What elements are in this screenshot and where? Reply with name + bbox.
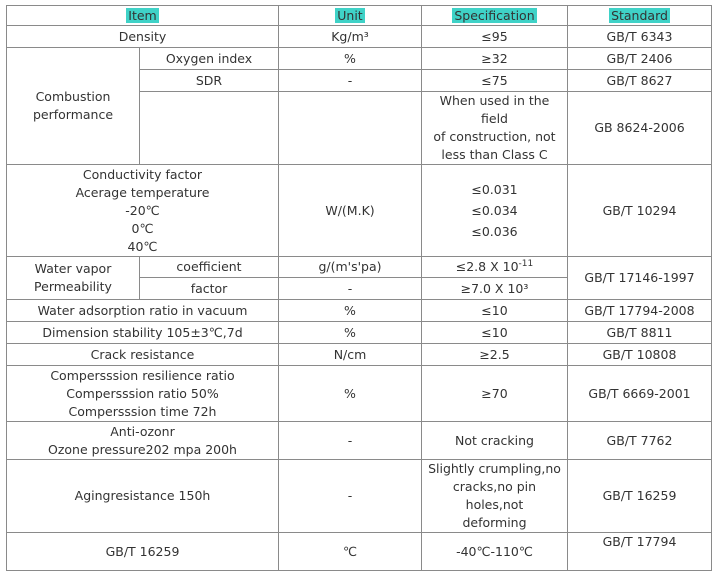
field-class-spec: When used in the field of construction, not less than Class C [422, 92, 568, 165]
vapor-factor-unit: - [279, 278, 422, 300]
crack-standard: GB/T 10808 [568, 344, 712, 366]
aging-item: Agingresistance 150h [7, 460, 279, 533]
oxygen-index-standard: GB/T 2406 [568, 48, 712, 70]
table-row-crack-resistance [7, 344, 712, 366]
field-class-standard: GB 8624-2006 [568, 92, 712, 165]
water-adsorption-item: Water adsorption ratio in vacuum [7, 300, 279, 322]
density-item: Density [7, 26, 279, 48]
table-row-ozone [7, 422, 712, 460]
table-row-density [7, 26, 712, 48]
field-class-unit [279, 92, 422, 165]
header-unit: Unit [337, 7, 363, 23]
header-spec-cell [422, 6, 568, 26]
combustion-label: Combustion performance [7, 48, 140, 165]
oxygen-index-spec: ≥32 [422, 48, 568, 70]
density-spec: ≤95 [422, 26, 568, 48]
conductivity-standard: GB/T 10294 [568, 165, 712, 257]
ozone-item: Anti-ozonr Ozone pressure202 mpa 200h [7, 422, 279, 460]
vapor-factor-spec: ≥7.0 X 10³ [422, 278, 568, 300]
table-row-aging [7, 460, 712, 533]
vapor-coefficient-spec [422, 257, 568, 278]
header-standard: Standard [611, 7, 668, 23]
header-item: Item [128, 7, 157, 23]
header-row [7, 6, 712, 26]
water-adsorption-spec: ≤10 [422, 300, 568, 322]
crack-item: Crack resistance [7, 344, 279, 366]
density-standard: GB/T 6343 [568, 26, 712, 48]
oxygen-index-unit: % [279, 48, 422, 70]
table-row-dimension-stability [7, 322, 712, 344]
water-adsorption-standard: GB/T 17794-2008 [568, 300, 712, 322]
ozone-standard: GB/T 7762 [568, 422, 712, 460]
table-row-temperature [7, 533, 712, 571]
temperature-unit: ℃ [279, 533, 422, 571]
table-row-compression [7, 366, 712, 422]
header-standard-cell [568, 6, 712, 26]
oxygen-index-sub: Oxygen index [140, 48, 279, 70]
spec-table-container [6, 5, 712, 571]
conductivity-unit: W/(M.K) [279, 165, 422, 257]
aging-spec: Slightly crumpling,no cracks,no pin holes,not deforming [422, 460, 568, 533]
crack-unit: N/cm [279, 344, 422, 366]
compression-unit: % [279, 366, 422, 422]
header-unit-cell [279, 6, 422, 26]
vapor-coefficient-spec-exponent: -11 [518, 259, 534, 269]
field-class-sub [140, 92, 279, 165]
specification-table [6, 5, 712, 571]
compression-spec: ≥70 [422, 366, 568, 422]
ozone-unit: - [279, 422, 422, 460]
sdr-standard: GB/T 8627 [568, 70, 712, 92]
header-item-cell [7, 6, 279, 26]
ozone-spec: Not cracking [422, 422, 568, 460]
dimension-unit: % [279, 322, 422, 344]
table-row-vapor-coefficient [7, 257, 712, 278]
compression-item: Compersssion resilience ratio Compersssion ratio 50% Compersssion time 72h [7, 366, 279, 422]
conductivity-item: Conductivity factor Acerage temperature -20℃ 0℃ 40℃ [7, 165, 279, 257]
sdr-spec: ≤75 [422, 70, 568, 92]
sdr-sub: SDR [140, 70, 279, 92]
sdr-unit: - [279, 70, 422, 92]
table-row-conductivity [7, 165, 712, 257]
vapor-coefficient-spec-base: ≤2.8 X 10 [455, 259, 519, 274]
water-vapor-standard: GB/T 17146-1997 [568, 257, 712, 300]
temperature-standard: GB/T 17794 [568, 533, 712, 571]
density-unit: Kg/m³ [279, 26, 422, 48]
temperature-item: GB/T 16259 [7, 533, 279, 571]
water-adsorption-unit: % [279, 300, 422, 322]
aging-unit: - [279, 460, 422, 533]
table-row-oxygen-index [7, 48, 712, 70]
temperature-spec: -40℃-110℃ [422, 533, 568, 571]
table-row-water-adsorption [7, 300, 712, 322]
dimension-spec: ≤10 [422, 322, 568, 344]
water-vapor-label: Water vapor Permeability [7, 257, 140, 300]
vapor-coefficient-sub: coefficient [140, 257, 279, 278]
dimension-item: Dimension stability 105±3℃,7d [7, 322, 279, 344]
header-specification: Specification [454, 7, 535, 23]
compression-standard: GB/T 6669-2001 [568, 366, 712, 422]
aging-standard: GB/T 16259 [568, 460, 712, 533]
vapor-factor-sub: factor [140, 278, 279, 300]
vapor-coefficient-unit: g/(m's'pa) [279, 257, 422, 278]
dimension-standard: GB/T 8811 [568, 322, 712, 344]
crack-spec: ≥2.5 [422, 344, 568, 366]
conductivity-spec: ≤0.031 ≤0.034 ≤0.036 [422, 165, 568, 257]
